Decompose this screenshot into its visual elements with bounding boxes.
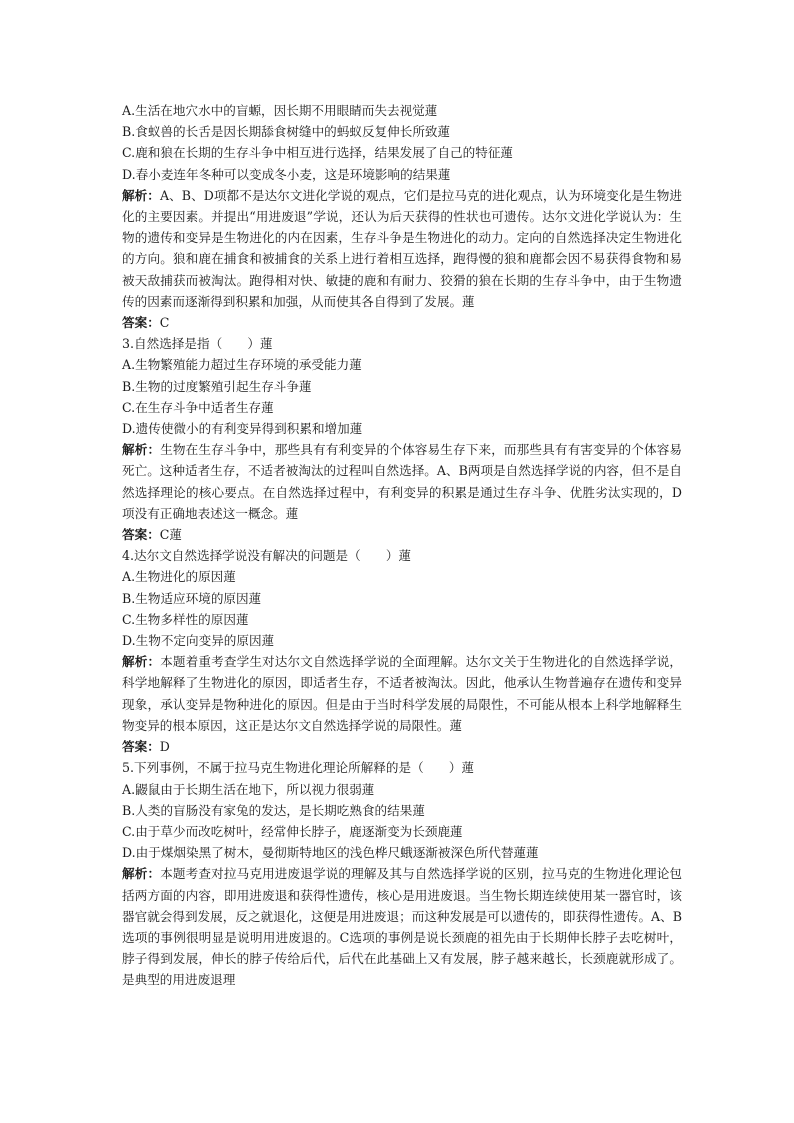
- q3-option-c: C.在生存斗争中适者生存蓮: [122, 399, 274, 415]
- q4-option-c: C.生物多样性的原因蓮: [122, 611, 249, 627]
- q3-analysis: [122, 439, 682, 524]
- q2-option-a: A.生活在地穴水中的盲螈，因长期不用眼睛而失去视觉蓮: [122, 103, 438, 118]
- q2-answer-value: C: [159, 315, 170, 331]
- q3-answer-label: 答案：: [122, 527, 160, 543]
- q3-analysis-label: 解析：: [122, 442, 161, 458]
- q3-answer-value: C蓮: [159, 527, 183, 543]
- q4-analysis: [122, 651, 682, 736]
- q2-option-c: C.鹿和狼在长期的生存斗争中相互进行选择，结果发展了自己的特征蓮: [122, 145, 514, 161]
- q4-option-d: D.生物不定向变异的原因蓮: [122, 633, 275, 649]
- q2-analysis-text: A、B、D项都不是达尔文进化学说的观点，它们是拉马克的进化观点，认为环境变化是生物进化的主要因素。并提出“用进废退”学说，还认为后天获得的性状也可遗传。达尔文进化学说认为：生物的遗传和变异是生物进化的内在因素，生存斗争是生物进化的动力。定向的自然选择决定生物进化的方向。狼和鹿在捕食和被捕食的关系上进行着相互选择，跑得慢的狼和鹿都会因不易获得食物和易被天敌捕获而被淘汰。跑得相对快、敏捷的鹿和有耐力、狡猾的狼在长期的生存斗争中，由于生物遗传的因素而逐渐得到积累和加强，从而使其各自得到了发展。蓮: [122, 187, 683, 309]
- q5-analysis: [122, 863, 682, 990]
- q5-analysis-label: 解析：: [122, 866, 161, 882]
- q4-analysis-text: 本题着重考查学生对达尔文自然选择学说的全面理解。达尔文关于生物进化的自然选择学说，科学地解释了生物进化的原因，即适者生存，不适者被淘汰。因此，他承认生物普遍存在遗传和变异现象，承认变异是物种进化的原因。但是由于当时科学发展的局限性，不可能从根本上科学地解释生物变异的根本原因，这正是达尔文自然选择学说的局限性。蓮: [122, 654, 683, 733]
- q2-answer-label: 答案：: [122, 315, 160, 331]
- q4-answer-label: 答案：: [122, 739, 160, 755]
- q4-stem: 4.达尔文自然选择学说没有解决的问题是（ ）蓮: [122, 548, 412, 564]
- q4-answer: [122, 736, 682, 757]
- q2-option-b: B.食蚁兽的长舌是因长期舔食树缝中的蚂蚁反复伸长所致蓮: [122, 124, 451, 140]
- q4-option-a: A.生物进化的原因蓮: [122, 569, 236, 585]
- q3-option-d: D.遗传使微小的有利变异得到积累和增加蓮: [122, 421, 363, 437]
- q4-option-b: B.生物适应环境的原因蓮: [122, 590, 262, 606]
- q4-answer-value: D: [159, 739, 170, 755]
- q5-option-a: A.鼹鼠由于长期生活在地下，所以视力很弱蓮: [122, 781, 375, 797]
- q3-answer: [122, 524, 682, 545]
- q5-option-c: C.由于草少而改吃树叶，经常伸长脖子，鹿逐渐变为长颈鹿蓮: [122, 823, 463, 839]
- q3-stem: 3.自然选择是指（ ）蓮: [122, 336, 273, 352]
- q3-option-a: A.生物繁殖能力超过生存环境的承受能力蓮: [122, 357, 362, 373]
- document-content: [122, 100, 682, 991]
- q2-analysis: [122, 185, 682, 312]
- q2-answer: [122, 312, 682, 333]
- q3-analysis-text: 生物在生存斗争中，那些具有有利变异的个体容易生存下来，而那些具有有害变异的个体容易死亡。这种适者生存，不适者被淘汰的过程叫自然选择。A、B两项是自然选择学说的内容，但不是自然选择理论的核心要点。在自然选择过程中，有利变异的积累是通过生存斗争、优胜劣汰实现的，D项没有正确地表述这一概念。蓮: [122, 442, 683, 521]
- q5-option-b: B.人类的盲肠没有家兔的发达，是长期吃熟食的结果蓮: [122, 802, 425, 818]
- q3-option-b: B.生物的过度繁殖引起生存斗争蓮: [122, 378, 312, 394]
- q2-analysis-label: 解析：: [122, 187, 160, 203]
- q2-option-d: D.春小麦连年冬种可以变成冬小麦，这是环境影响的结果蓮: [122, 166, 451, 182]
- q5-option-d: D.由于煤烟染黑了树木，曼彻斯特地区的浅色桦尺蛾逐渐被深色所代替蓮蓮: [122, 845, 539, 861]
- q5-stem: 5.下列事例，不属于拉马克生物进化理论所解释的是（ ）蓮: [122, 760, 475, 776]
- q5-analysis-text: 本题考查对拉马克用进废退学说的理解及其与自然选择学说的区别，拉马克的生物进化理论包括两方面的内容，即用进废退和获得性遗传，核心是用进废退。当生物长期连续使用某一器官时，该器官就会得到发展，反之就退化，这便是用进废退；而这种发展是可以遗传的，即获得性遗传。A、B选项的事例很明显是说明用进废退的。C选项的事例是说长颈鹿的祖先由于长期伸长脖子去吃树叶，脖子得到发展，伸长的脖子传给后代，后代在此基础上又有发展，脖子越来越长，长颈鹿就形成了。是典型的用进废退理: [122, 866, 683, 988]
- q4-analysis-label: 解析：: [122, 654, 161, 670]
